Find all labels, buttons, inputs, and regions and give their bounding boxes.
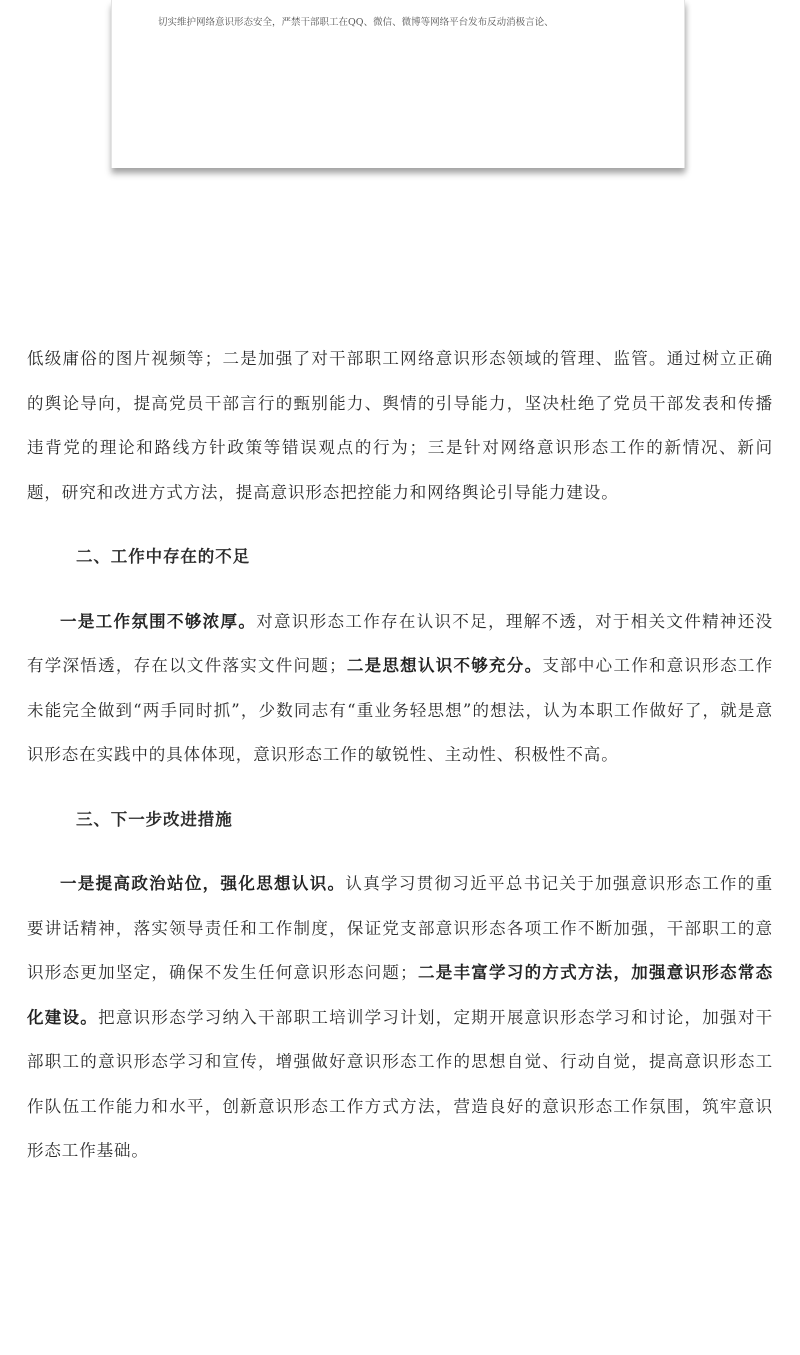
paragraph-text: 把意识形态学习纳入干部职工培训学习计划，定期开展意识形态学习和讨论，加强对干部职工的意识形态学习和宣传，增强做好意识形态工作的思想自觉、行动自觉，提高意识形态工作队伍工作能力和水平，创新意识形态工作方式方法，营造良好的意识形态工作氛围，筑牢意识形态工作基础。 [27, 1007, 773, 1160]
document-body [27, 337, 773, 1174]
preview-text-line: 切实维护网络意识形态安全，严禁干部职工在QQ、微信、微博等网络平台发布反动消极言论、 [158, 17, 554, 28]
bold-lead-1: 一是工作氛围不够浓厚。 [60, 611, 257, 631]
bold-lead-1: 一是提高政治站位，强化思想认识。 [60, 874, 346, 893]
paragraph-text: 对意识形态工作存在认识不足，理解不透，对于相关文件精神还没有学深悟透，存在以文件落实文件问题； [27, 611, 773, 675]
paragraph-text: 认真学习贯彻习近平总书记关于加强意识形态工作的重要讲话精神，落实领导责任和工作制度，保证党支部意识形态各项工作不断加强，干部职工的意识形态更加坚定，确保不发生任何意识形态问题； [27, 874, 773, 982]
paragraph-intro: 低级庸俗的图片视频等；二是加强了对干部职工网络意识形态领域的管理、监管。通过树立正确的舆论导向，提高党员干部言行的甄别能力、舆情的引导能力，坚决杜绝了党员干部发表和传播违背党的理论和路线方针政策等错误观点的行为；三是针对网络意识形态工作的新情况、新问题，研究和改进方式方法，提高意识形态把控能力和网络舆论引导能力建设。 [27, 349, 773, 502]
paragraph-text: 支部中心工作和意识形态工作未能完全做到“两手同时抓”，少数同志有“重业务轻思想”的想法，认为本职工作做好了，就是意识形态在实践中的具体体现，意识形态工作的敏锐性、主动性、积极性不高。 [27, 656, 774, 764]
paragraph-next-steps [27, 862, 773, 1174]
document-page-preview [111, 0, 685, 168]
paragraph-shortcomings [27, 600, 773, 778]
section-heading-shortcomings: 二、工作中存在的不足 [76, 547, 250, 566]
bold-lead-2: 二是思想认识不够充分。 [346, 656, 543, 675]
bold-lead-2: 二是丰富学习的方式方法，加强意识形态常态化建设。 [27, 963, 774, 1027]
section-heading-next-steps: 三、下一步改进措施 [76, 809, 233, 829]
